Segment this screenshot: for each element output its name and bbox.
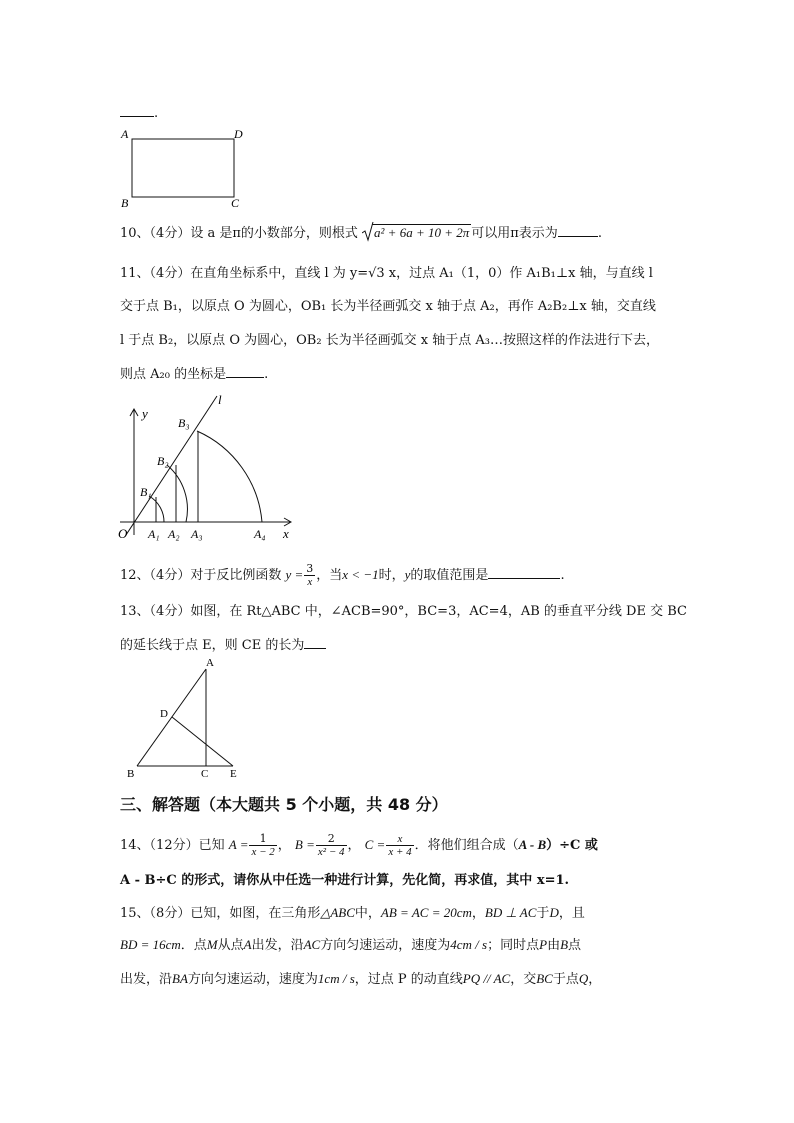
question-text: ， (588, 972, 602, 987)
label-a: A (206, 657, 214, 669)
coordinate-figure (112, 390, 302, 545)
question-text: 由 (547, 938, 561, 953)
math: BD ⊥ AC (484, 905, 537, 920)
numerator: 2 (316, 833, 347, 846)
question-text: 于 (536, 906, 550, 921)
a-lhs: A = (228, 837, 249, 852)
numerator: 1 (249, 833, 276, 846)
condition: x < −1 (342, 567, 379, 582)
numerator: x (386, 833, 413, 846)
question-15-line-3 (120, 970, 601, 989)
fraction-c (386, 833, 413, 858)
question-14-line-1: 14、（12分）已知 A = $\frac{1}{x - 2}$ ， B = $\frac{2}{\text{x² − 4}}$ ， C = $\frac{x}{x + 4}$ ．将他们组合成（A - B）÷C 或 (120, 832, 598, 858)
section-title: 三、解答题（本大题共 5 个小题，共 48 分） (120, 795, 448, 814)
question-15-line-1 (120, 904, 585, 923)
question-text: 出发，沿 (251, 938, 304, 953)
question-text: ，交 (510, 972, 537, 987)
fraction-a (249, 833, 276, 858)
question-text: 设 a 是π的小数部分，则根式 (190, 226, 358, 241)
segment-de (172, 717, 233, 766)
variable-y: y (404, 567, 411, 582)
answer-blank (226, 365, 264, 378)
label-b1: B₁ (140, 485, 152, 499)
triangle-figure (120, 655, 250, 785)
question-text: 可以用π表示为 (471, 226, 558, 241)
question-11-line-2: 交于点 B₁，以原点 O 为圆心，OB₁ 长为半径画弧交 x 轴于点 A₂，再作 A₂B₂⊥x 轴，交直线 (120, 299, 656, 314)
numerator: 3 (306, 562, 314, 575)
math: BC (536, 971, 553, 986)
period: . (264, 367, 269, 382)
question-text: ，过点 P 的动直线 (354, 972, 463, 987)
math: B (560, 937, 569, 952)
fraction-3-over-x (304, 563, 315, 588)
label-x: x (283, 526, 289, 541)
math: Q (578, 971, 589, 986)
math: 4cm / s (450, 937, 488, 952)
answer-blank (488, 566, 560, 579)
question-text: ， (471, 906, 485, 921)
question-14-line-2: A - B÷C 的形式，请你从中任选一种进行计算，先化简，再求值，其中 x=1. (120, 873, 570, 888)
question-10 (120, 224, 602, 243)
rectangle-figure (110, 124, 260, 210)
math: AB = AC = 20cm (380, 905, 472, 920)
answer-blank (304, 636, 326, 649)
question-text: 点 (568, 938, 582, 953)
question-13-line-1: 13、（4分）如图，在 Rt△ABC 中，∠ACB=90°，BC=3，AC=4，AB 的垂直平分线 DE 交 BC (120, 604, 687, 619)
label-e: E (230, 768, 237, 780)
label-a: A (121, 127, 129, 141)
question-text: ．将他们组合成（ (414, 838, 519, 853)
period: . (154, 106, 159, 121)
math: BD = 16cm (120, 937, 181, 952)
label-a2: A₂ (168, 527, 180, 541)
label-a4: A₄ (254, 527, 266, 541)
function-lhs: y = (285, 567, 304, 582)
label-a3: A₃ (191, 527, 203, 541)
question-text: 则点 A₂₀ 的坐标是 (120, 367, 227, 382)
denominator: x + 4 (388, 846, 412, 858)
question-text: 14、（12分）已知 (120, 838, 225, 853)
rectangle-abcd (132, 139, 234, 197)
denominator: x² − 4 (317, 846, 345, 858)
radicand: a² + 6a + 10 + 2π (374, 225, 470, 240)
label-l: l (218, 392, 222, 407)
question-text: 的延长线于点 E，则 CE 的长为 (120, 638, 305, 653)
answer-blank (558, 224, 598, 237)
question-text: 从点 (217, 938, 244, 953)
question-text: 方向匀速运动，速度为 (320, 938, 451, 953)
question-text: 方向匀速运动，速度为 (187, 972, 318, 987)
blank-line (120, 104, 154, 117)
question-text: 于点 (552, 972, 579, 987)
question-text: 15、（8分）已知，如图，在三角形 (120, 906, 321, 921)
math: BA (172, 971, 188, 986)
label-b3: B₃ (178, 416, 190, 430)
math: PQ // AC (462, 971, 511, 986)
math: 1cm / s (317, 971, 355, 986)
radical-expression (362, 224, 471, 243)
question-12 (120, 563, 565, 588)
label-a1: A₁ (148, 527, 160, 541)
question-text: ）÷C 或 (546, 838, 598, 853)
question-15-line-2 (120, 936, 581, 955)
question-text: ，当 (316, 568, 343, 583)
question-text: 出发，沿 (120, 972, 173, 987)
denominator: x (307, 576, 313, 588)
line-l (126, 396, 217, 535)
question-text: 中， (354, 906, 381, 921)
math: M (206, 937, 218, 952)
label-y: y (142, 406, 148, 421)
arc-ob3 (197, 431, 262, 522)
c-lhs: C = (364, 837, 386, 852)
math: D (549, 905, 559, 920)
math: A (243, 937, 252, 952)
question-number: 12、（4分） (120, 568, 191, 583)
label-c: C (231, 196, 240, 210)
side-ab (137, 669, 206, 766)
question-11-line-3: l 于点 B₂，以原点 O 为圆心，OB₂ 长为半径画弧交 x 轴于点 A₃…按照这样的作法进行下去， (120, 333, 659, 348)
radical-sign-icon (362, 221, 374, 243)
question-text: ，且 (558, 906, 585, 921)
label-d: D (160, 708, 168, 720)
math: △ABC (320, 905, 355, 920)
label-b: B (121, 196, 129, 210)
question-11-line-4 (120, 365, 268, 384)
question-13-line-2 (120, 636, 326, 655)
question-text: 的取值范围是 (410, 568, 489, 583)
denominator: x − 2 (251, 846, 275, 858)
b-lhs: B = (294, 837, 315, 852)
period: . (597, 226, 602, 241)
label-d: D (234, 127, 243, 141)
label-b2: B₂ (157, 454, 169, 468)
question-text: ．点 (180, 938, 207, 953)
question-number: 10、（4分） (120, 226, 191, 241)
label-c: C (201, 768, 209, 780)
arc-ob2 (167, 465, 187, 522)
answer-blank-top (120, 104, 158, 123)
question-11-line-1: 11、（4分）在直角坐标系中，直线 l 为 y=√3 x，过点 A₁（1，0）作 A₁B₁⊥x 轴，与直线 l (120, 266, 653, 281)
label-b: B (127, 768, 135, 780)
math: P (539, 937, 548, 952)
question-text: 时， (378, 568, 405, 583)
question-text: 对于反比例函数 (190, 568, 282, 583)
math: AC (303, 937, 321, 952)
period: . (560, 568, 565, 583)
question-text: ；同时点 (487, 938, 540, 953)
combination-expression: A - B (518, 837, 547, 852)
label-o: O (118, 526, 128, 541)
fraction-b (316, 833, 347, 858)
